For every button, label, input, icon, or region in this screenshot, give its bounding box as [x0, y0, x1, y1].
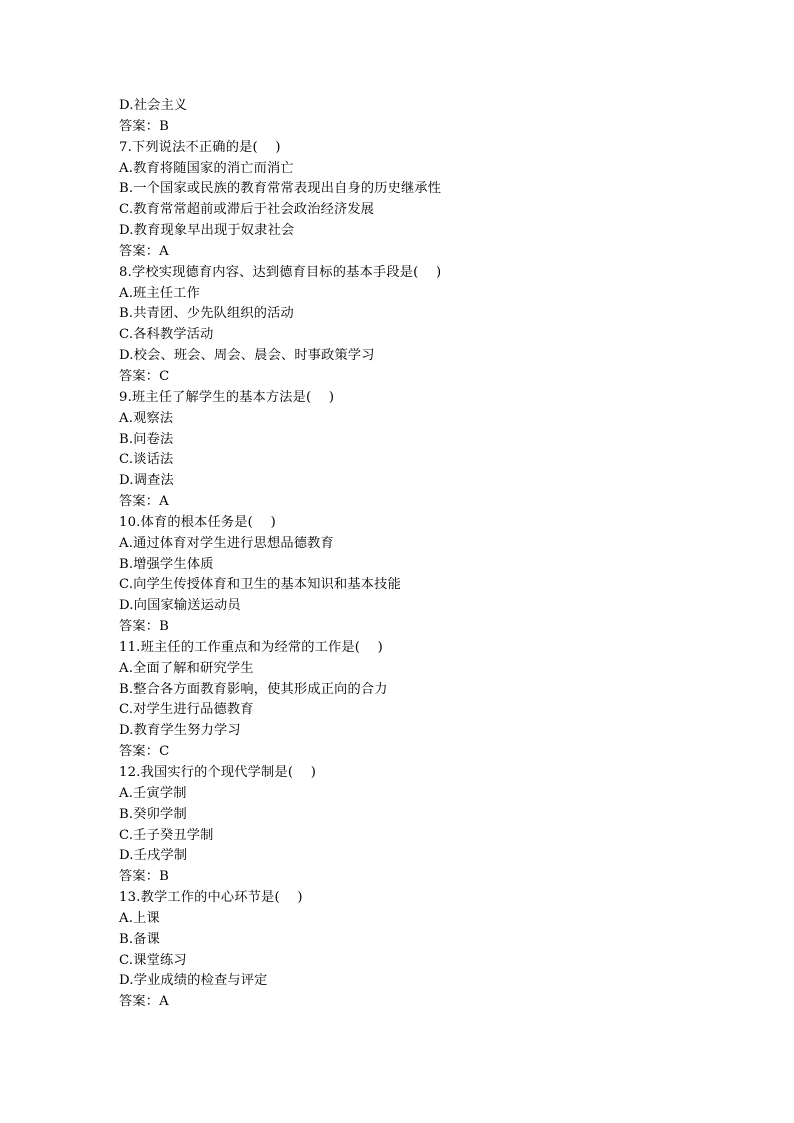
- question-line: 11.班主任的工作重点和为经常的工作是( ): [119, 639, 384, 655]
- option-line: C.教育常常超前或滞后于社会政治经济发展: [119, 202, 375, 218]
- option-line: D.教育学生努力学习: [119, 723, 241, 739]
- option-line: C.谈话法: [119, 452, 174, 468]
- question-line: 8.学校实现德育内容、达到德育目标的基本手段是( ): [119, 264, 442, 280]
- option-line: B.共青团、少先队组织的活动: [119, 306, 294, 322]
- option-line: C.对学生进行品德教育: [119, 702, 254, 718]
- answer-line: 答案：B: [119, 619, 170, 635]
- option-line: D.壬戌学制: [119, 848, 188, 864]
- option-line: C.向学生传授体育和卫生的基本知识和基本技能: [119, 577, 401, 593]
- question-line: 12.我国实行的个现代学制是( ): [119, 765, 317, 780]
- question-line: 9.班主任了解学生的基本方法是( ): [119, 389, 335, 405]
- question-line: 13.教学工作的中心环节是( ): [119, 890, 303, 906]
- option-line: A.教育将随国家的消亡而消亡: [119, 160, 294, 176]
- option-line: A.壬寅学制: [119, 785, 187, 801]
- option-line: D.社会主义: [119, 98, 188, 113]
- option-line: D.学业成绩的检查与评定: [119, 973, 268, 989]
- option-line: B.整合各方面教育影响，使其形成正向的合力: [119, 681, 388, 697]
- document-body: [119, 96, 739, 1013]
- option-line: C.各科教学活动: [119, 327, 214, 343]
- option-line: B.癸卯学制: [119, 806, 187, 822]
- option-line: C.壬子癸丑学制: [119, 827, 214, 843]
- option-line: B.增强学生体质: [119, 556, 214, 572]
- option-line: B.备课: [119, 931, 161, 947]
- answer-line: 答案：A: [119, 994, 169, 1010]
- option-line: B.一个国家或民族的教育常常表现出自身的历史继承性: [119, 181, 442, 197]
- option-line: C.课堂练习: [119, 952, 187, 968]
- option-line: A.全面了解和研究学生: [119, 660, 254, 676]
- answer-line: 答案：C: [119, 744, 170, 760]
- answer-line: 答案：B: [119, 869, 170, 885]
- answer-line: 答案：A: [119, 494, 169, 510]
- option-line: D.向国家输送运动员: [119, 598, 241, 614]
- answer-line: 答案：B: [119, 118, 170, 134]
- option-line: A.班主任工作: [119, 285, 201, 301]
- answer-line: 答案：A: [119, 243, 169, 259]
- option-line: A.观察法: [119, 410, 174, 426]
- question-line: 7.下列说法不正确的是( ): [119, 139, 281, 155]
- option-line: B.问卷法: [119, 431, 174, 447]
- option-line: D.调查法: [119, 473, 174, 489]
- option-line: D.校会、班会、周会、晨会、时事政策学习: [119, 348, 375, 364]
- question-line: 10.体育的根本任务是( ): [119, 514, 276, 530]
- option-line: A.上课: [119, 910, 160, 926]
- answer-line: 答案：C: [119, 368, 170, 384]
- option-line: A.通过体育对学生进行思想品德教育: [119, 535, 334, 551]
- option-line: D.教育现象早出现于奴隶社会: [119, 223, 295, 239]
